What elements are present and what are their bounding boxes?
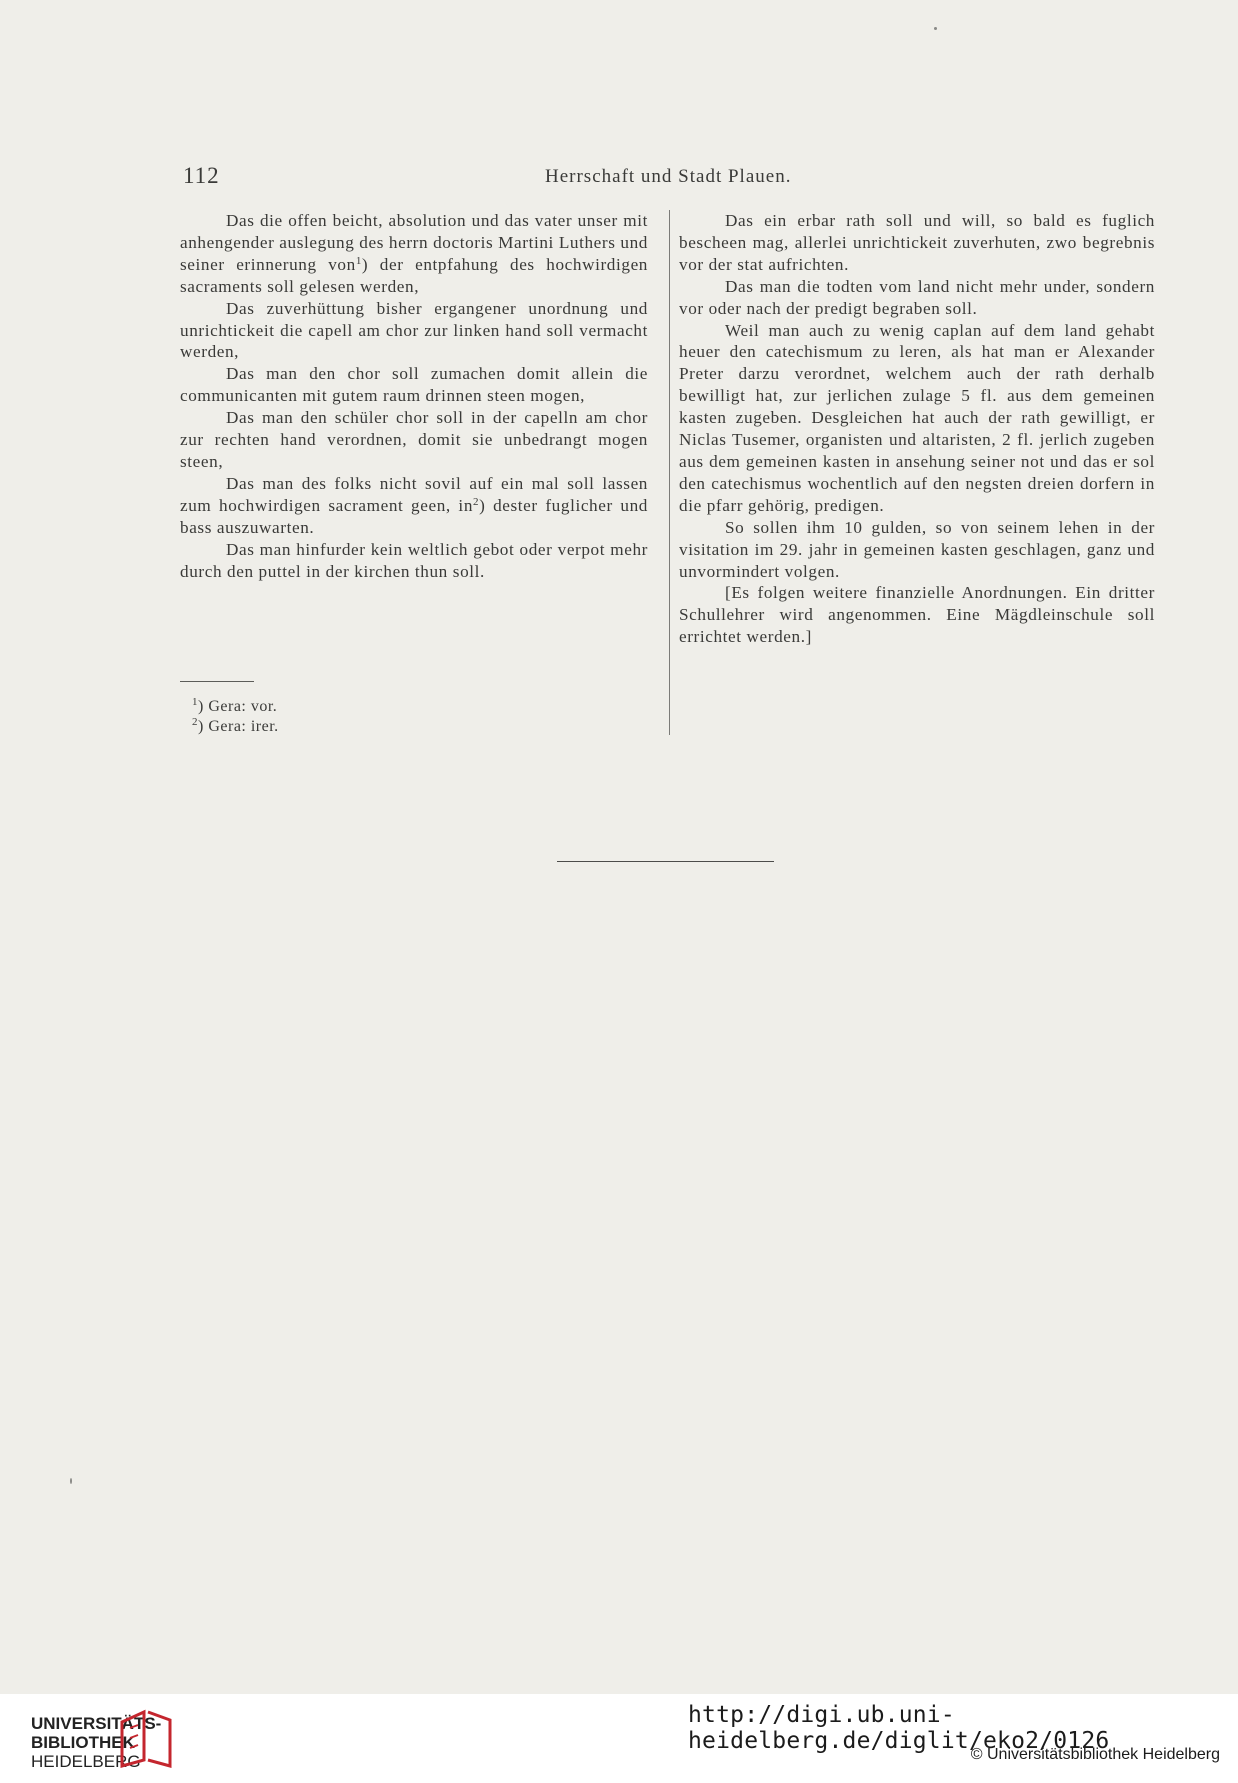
paper-speck <box>934 27 937 30</box>
paper-speck <box>70 1478 72 1484</box>
permalink-url[interactable]: http://digi.ub.uni-heidelberg.de/diglit/eko2/0126 <box>688 1702 1110 1754</box>
footnotes <box>192 697 279 737</box>
page-number: 112 <box>183 163 220 188</box>
paragraph: Das man den schüler chor soll in der capelln am chor zur rechten hand verordnen, domit sie unbedrangt mogen steen, <box>180 408 648 471</box>
paragraph: Das man hinfurder kein weltlich gebot oder verpot mehr durch den puttel in der kirchen thun soll. <box>180 539 648 581</box>
paragraph: So sollen ihm 10 gulden, so von seinem lehen in der visitation im 29. jahr in gemeinen kasten geschlagen, ganz und unvormindert volgen. <box>679 517 1155 581</box>
library-logo-icon <box>118 1708 174 1770</box>
footnote-marker: 2 <box>473 495 480 508</box>
paragraph: Das man den chor soll zumachen domit allein die communicanten mit gutem raum drinnen steen mogen, <box>180 364 648 406</box>
footnote: $^1$) Gera: vor. <box>192 696 278 715</box>
column-divider <box>669 210 670 735</box>
footnote-marker: 1 <box>355 254 362 267</box>
paragraph: Das man des folks nicht sovil auf ein mal soll lassen zum hochwirdigen sacrament geen, $in^2$) dester fuglicher und bass auszuwarten. <box>180 473 649 537</box>
footnote-rule <box>180 681 254 682</box>
copyright-notice: © Universitätsbibliothek Heidelberg <box>970 1746 1220 1763</box>
right-text-column <box>679 210 1155 648</box>
left-text-column <box>180 210 648 582</box>
footnote: $^2$) Gera: irer. <box>192 716 279 735</box>
library-logo-text[interactable]: UNIVERSITÄTS- BIBLIOTHEK HEIDELBERG <box>31 1714 162 1771</box>
running-title: Herrschaft und Stadt Plauen. <box>545 166 792 187</box>
paragraph: Das man die todten vom land nicht mehr under, sondern vor oder nach der predigt begraben soll. <box>679 276 1155 318</box>
paragraph: Weil man auch zu wenig caplan auf dem land gehabt heuer den catechismum zu leren, als hat man er Alexander Preter darzu verordnet, welchem auch der rath derhalb bewilligt hat, zur jerlichen zulage 5 fl. aus dem gemeinen kasten zugeben. Desgleichen hat auch der rath gewilligt, er Niclas Tusemer, organisten und altaristen, 2 fl. jerlich zugeben aus dem gemeinen kasten in ansehung seiner not und das er sol den catechismus wochentlich auf den negsten dreien dorfern in die pfarr gehörig, predigen. <box>679 320 1155 515</box>
section-end-rule <box>557 861 774 862</box>
paragraph: Das zuverhüttung bisher ergangener unordnung und unrichtickeit die capell am chor zur linken hand soll vermacht werden, <box>180 298 648 362</box>
paragraph: Das ein erbar rath soll und will, so bald es fuglich bescheen mag, allerlei unrichtickeit zuverhuten, zwo begrebnis vor der stat aufrichten. <box>679 211 1155 274</box>
paragraph: [Es folgen weitere finanzielle Anordnungen. Ein dritter Schullehrer wird angenommen. Eine Mägdleinschule soll errichtet werden.] <box>679 583 1155 647</box>
paragraph: Das die offen beicht, absolution und das vater unser mit anhengender auslegung des herrn doctoris Martini Luthers und seiner erinnerung von$^1$) der entpfahung des hochwirdigen sacraments soll gelesen werden, <box>180 211 648 296</box>
library-footer <box>0 1694 1238 1783</box>
